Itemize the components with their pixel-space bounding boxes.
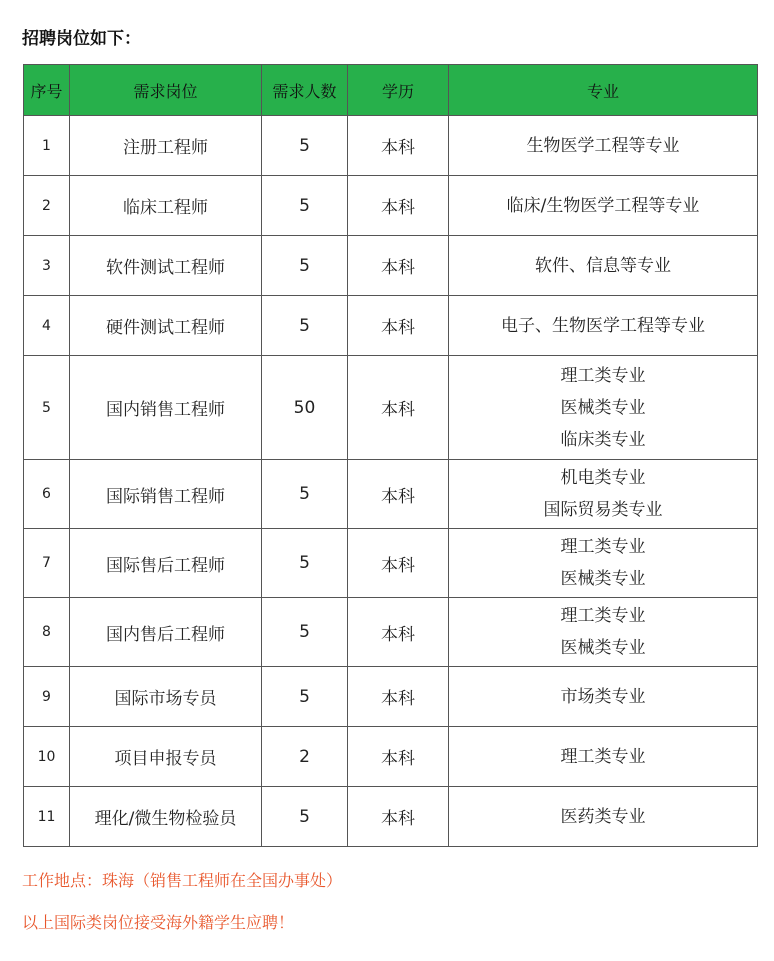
header-count: 需求人数: [262, 65, 348, 116]
major-line: 医械类专业: [560, 569, 646, 589]
table-row: [24, 787, 758, 847]
cell-education: 本科: [348, 236, 449, 296]
table-body: [24, 116, 758, 847]
major-line: 生物医学工程等专业: [526, 135, 680, 156]
major-line: 医械类专业: [560, 397, 646, 418]
cell-education: 本科: [348, 727, 449, 787]
table-row: [24, 176, 758, 236]
cell-major: [449, 598, 758, 667]
cell-count: 5: [262, 598, 348, 667]
major-line: 理工类专业: [560, 746, 646, 767]
header-position: 需求岗位: [70, 65, 262, 116]
cell-education: 本科: [348, 356, 449, 460]
major-line: 医药类专业: [560, 806, 646, 827]
cell-position: 软件测试工程师: [70, 236, 262, 296]
cell-no: 1: [24, 116, 70, 176]
cell-count: 5: [262, 667, 348, 727]
table-row: [24, 296, 758, 356]
cell-no: 8: [24, 598, 70, 667]
major-line: 临床类专业: [560, 429, 646, 450]
cell-education: 本科: [348, 460, 449, 529]
cell-no: 4: [24, 296, 70, 356]
cell-position: 项目申报专员: [70, 727, 262, 787]
cell-education: 本科: [348, 296, 449, 356]
cell-major: [449, 116, 758, 176]
cell-count: 5: [262, 236, 348, 296]
table-row: [24, 236, 758, 296]
cell-major: [449, 667, 758, 727]
cell-position: 国际售后工程师: [70, 529, 262, 598]
cell-major: [449, 460, 758, 529]
table-header-row: [24, 65, 758, 116]
cell-count: 5: [262, 176, 348, 236]
cell-education: 本科: [348, 116, 449, 176]
major-line: 电子、生物医学工程等专业: [501, 315, 705, 336]
overseas-applicant-note: 以上国际类岗位接受海外籍学生应聘！: [22, 913, 295, 932]
cell-major: [449, 176, 758, 236]
cell-major: [449, 529, 758, 598]
cell-position: 国际市场专员: [70, 667, 262, 727]
major-line: 理工类专业: [560, 606, 646, 626]
cell-no: 11: [24, 787, 70, 847]
cell-count: 2: [262, 727, 348, 787]
cell-no: 10: [24, 727, 70, 787]
cell-no: 9: [24, 667, 70, 727]
major-line: 理工类专业: [560, 537, 646, 557]
table-row: [24, 667, 758, 727]
cell-position: 注册工程师: [70, 116, 262, 176]
work-location-note: 工作地点：珠海（销售工程师在全国办事处）: [22, 871, 343, 890]
cell-major: [449, 236, 758, 296]
cell-position: 硬件测试工程师: [70, 296, 262, 356]
cell-major: [449, 727, 758, 787]
cell-major: [449, 356, 758, 460]
table-row: [24, 598, 758, 667]
cell-position: 理化/微生物检验员: [70, 787, 262, 847]
cell-major: [449, 296, 758, 356]
table-row: [24, 460, 758, 529]
cell-education: 本科: [348, 598, 449, 667]
cell-no: 6: [24, 460, 70, 529]
cell-no: 7: [24, 529, 70, 598]
cell-count: 5: [262, 460, 348, 529]
header-major: 专业: [449, 65, 758, 116]
cell-education: 本科: [348, 529, 449, 598]
cell-position: 国际销售工程师: [70, 460, 262, 529]
major-line: 医械类专业: [560, 638, 646, 658]
major-line: 市场类专业: [560, 686, 646, 707]
cell-education: 本科: [348, 787, 449, 847]
header-no: 序号: [24, 65, 70, 116]
major-line: 软件、信息等专业: [535, 255, 671, 276]
cell-count: 50: [262, 356, 348, 460]
table-row: [24, 727, 758, 787]
cell-major: [449, 787, 758, 847]
cell-no: 3: [24, 236, 70, 296]
cell-education: 本科: [348, 176, 449, 236]
table-row: [24, 356, 758, 460]
page-title: 招聘岗位如下：: [22, 29, 141, 49]
table-row: [24, 116, 758, 176]
cell-education: 本科: [348, 667, 449, 727]
header-education: 学历: [348, 65, 449, 116]
cell-no: 2: [24, 176, 70, 236]
table-row: [24, 529, 758, 598]
cell-no: 5: [24, 356, 70, 460]
major-line: 理工类专业: [560, 365, 646, 386]
cell-count: 5: [262, 296, 348, 356]
cell-position: 临床工程师: [70, 176, 262, 236]
major-line: 机电类专业: [560, 468, 646, 488]
cell-position: 国内销售工程师: [70, 356, 262, 460]
cell-count: 5: [262, 529, 348, 598]
cell-position: 国内售后工程师: [70, 598, 262, 667]
cell-count: 5: [262, 787, 348, 847]
major-line: 国际贸易类专业: [543, 500, 663, 520]
cell-count: 5: [262, 116, 348, 176]
major-line: 临床/生物医学工程等专业: [506, 195, 700, 216]
recruitment-table: [23, 64, 758, 847]
